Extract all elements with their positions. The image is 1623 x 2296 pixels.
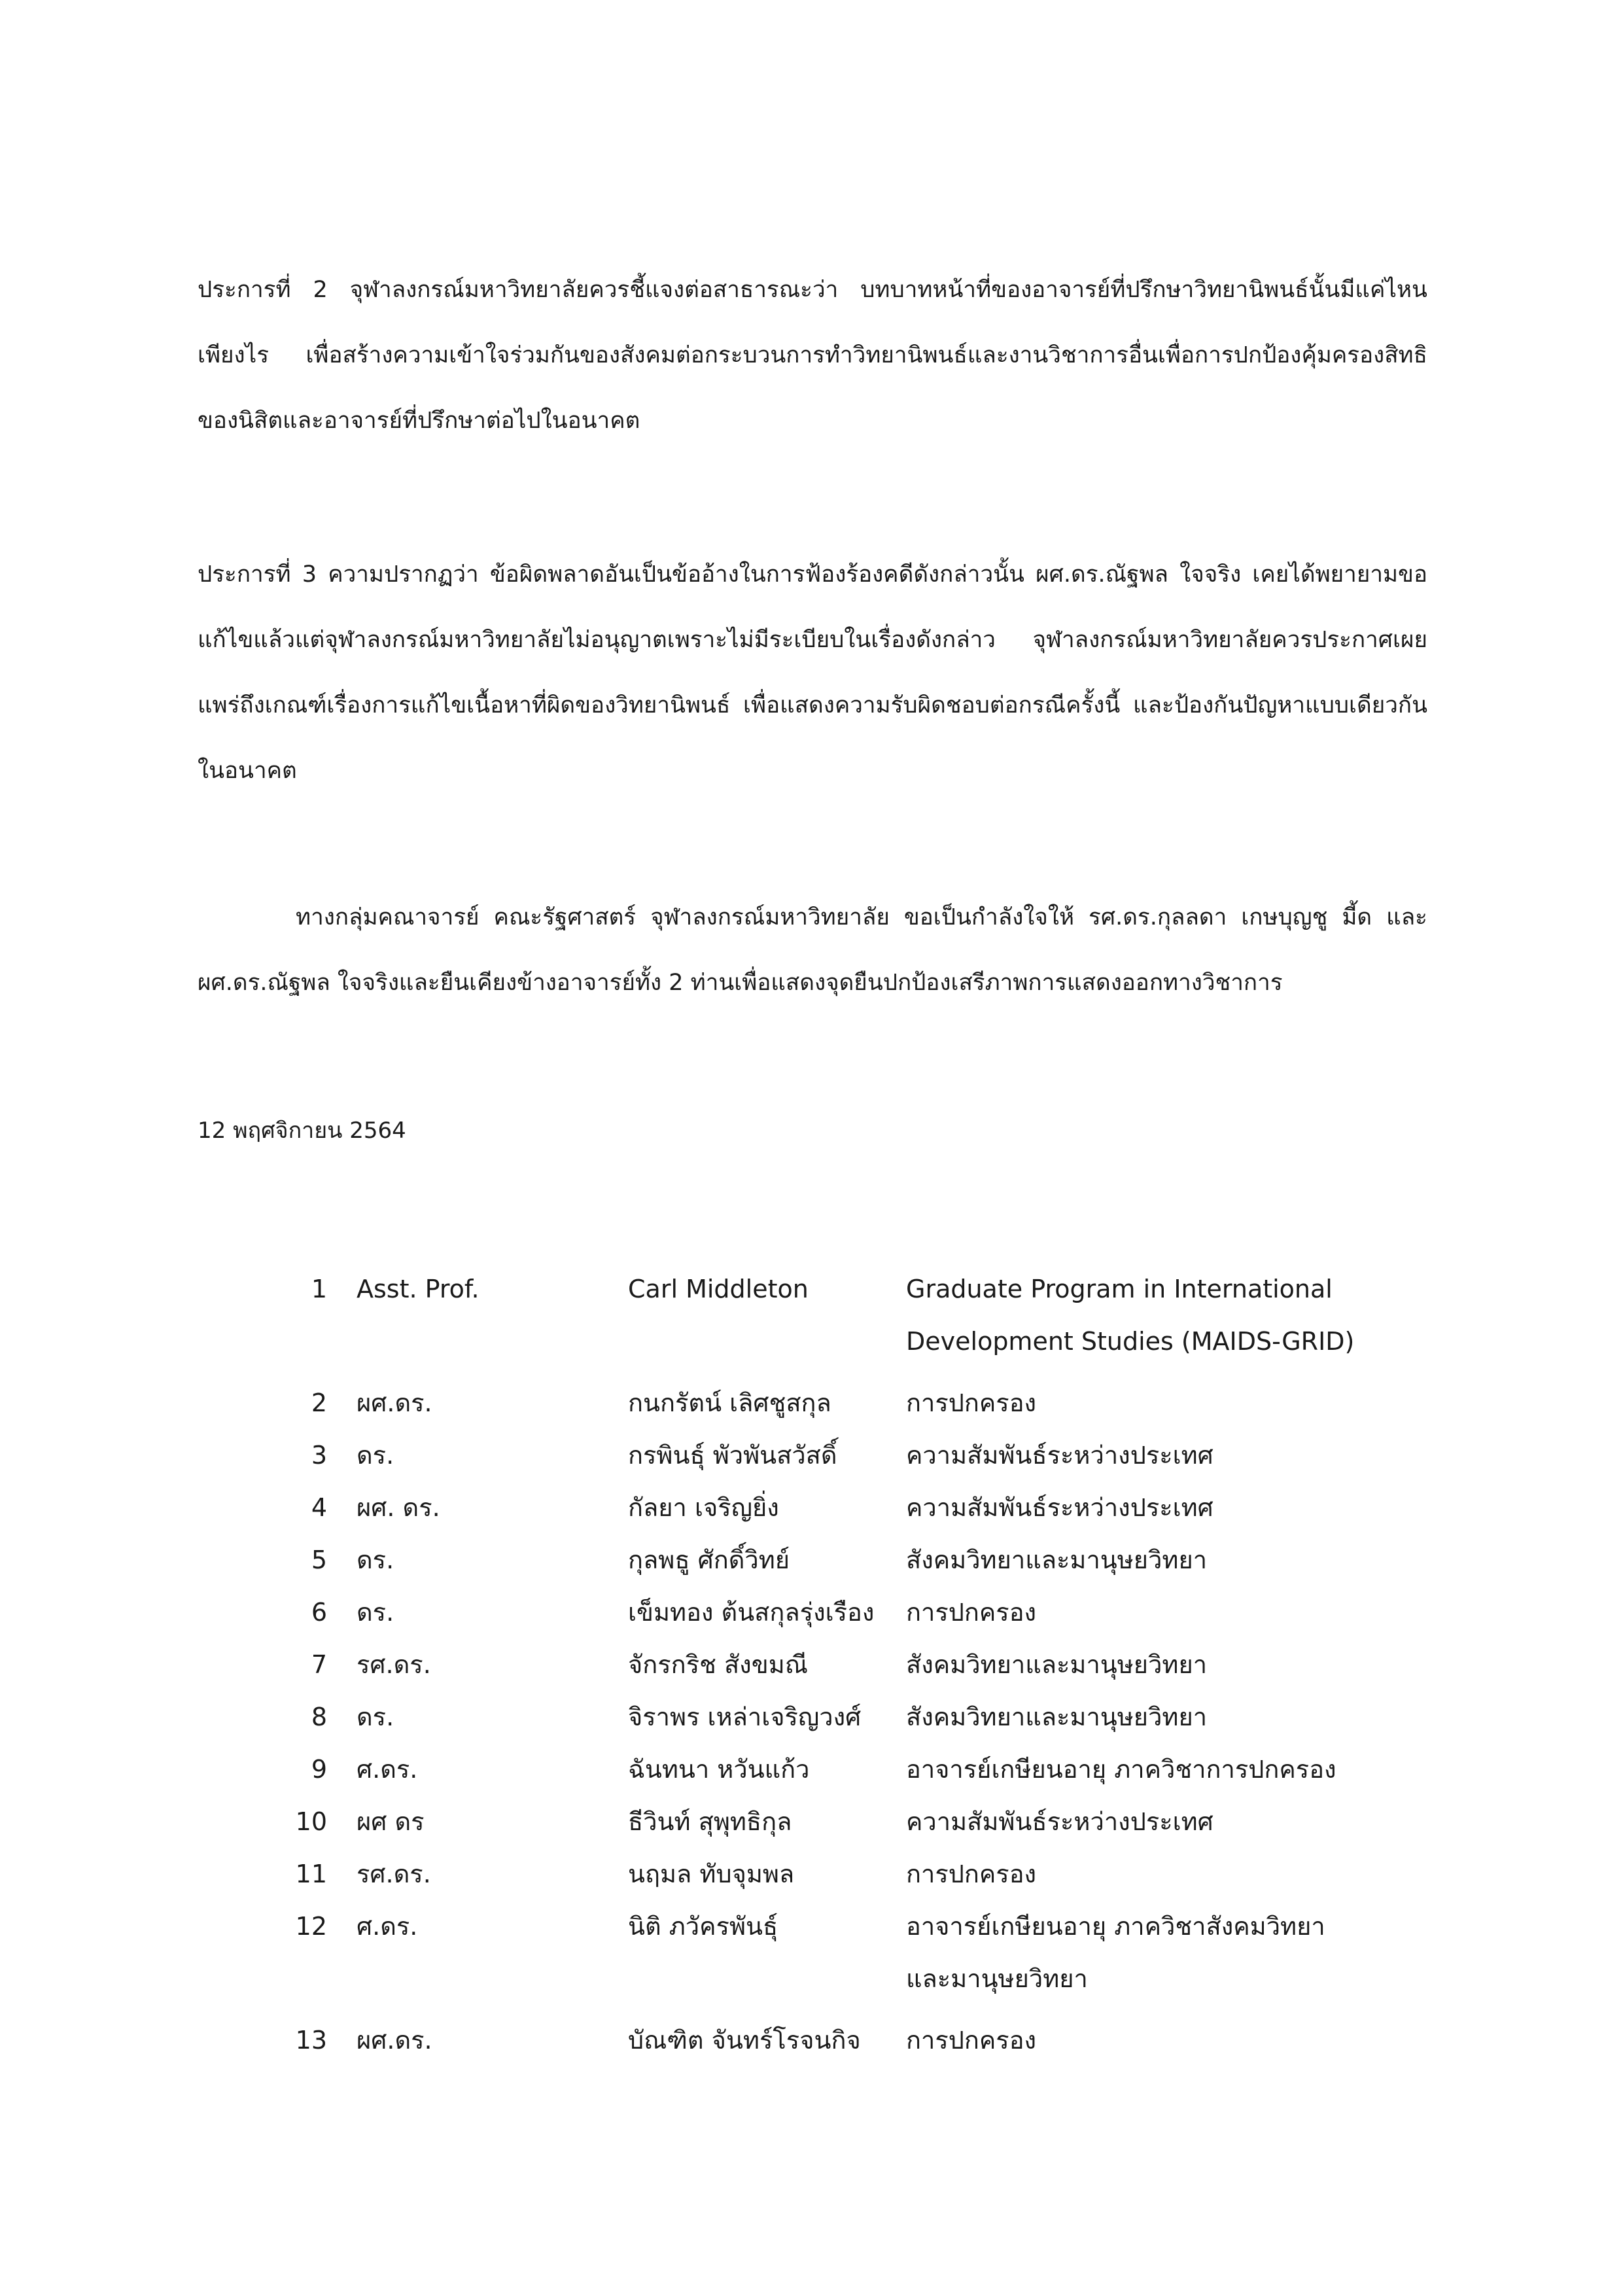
signatory-department-line: การปกครอง (906, 1388, 1037, 1417)
signatory-department (906, 1534, 1207, 1586)
signatory-department-line: การปกครอง (906, 1598, 1037, 1627)
signatory-name: จักรกริช สังขมณี (628, 1650, 808, 1679)
signatory-number: 13 (295, 2026, 327, 2055)
signatory-department (906, 1795, 1213, 1848)
signatory-department-line: สังคมวิทยาและมานุษยวิทยา (906, 1703, 1208, 1731)
signatory-department-line: สังคมวิทยาและมานุษยวิทยา (906, 1650, 1208, 1679)
signatory-name: กัลยา เจริญยิ่ง (628, 1493, 779, 1522)
signatory-title: ดร. (357, 1598, 394, 1627)
signatory-department-line: อาจารย์เกษียนอายุ ภาควิชาการปกครอง (906, 1755, 1336, 1784)
signatory-name: ธีวินท์ สุพุทธิกุล (628, 1807, 792, 1836)
signatory-title: ดร. (357, 1441, 394, 1470)
signatory-number: 11 (295, 1860, 327, 1888)
signatory-number: 6 (311, 1598, 327, 1627)
signatory-department (906, 1848, 1036, 1900)
signatory-name: นิติ ภวัครพันธุ์ (628, 1912, 778, 1941)
signatory-department (906, 1263, 1354, 1368)
signatory-number: 1 (311, 1275, 327, 1303)
signatory-number: 5 (311, 1545, 327, 1574)
signatory-title: ผศ.ดร. (357, 2026, 432, 2055)
signatory-department (906, 1429, 1213, 1481)
paragraph-point-3: ประการที่ 3 ความปรากฏว่า ข้อผิดพลาดอันเป็นข้ออ้างในการฟ้องร้องคดีดังกล่าวนั้น ผศ.ดร.ณัฐพล ใจจริง เคยได้พยายามขอแก้ไขแล้วแต่จุฬาลงกรณ์มหาวิทยาลัยไม่อนุญาตเพราะไม่มีระเบียบในเรื่องดังกล่าว จุฬาลงกรณ์มหาวิทยาลัยควรประกาศเผยแพร่ถึงเกณฑ์เรื่องการแก้ไขเนื้อหาที่ผิดของวิทยานิพนธ์ เพื่อแสดงความรับผิดชอบต่อกรณีครั้งนี้ และป้องกันปัญหาแบบเดียวกันในอนาคต (198, 561, 1427, 784)
signatory-name: เข็มทอง ต้นสกุลรุ่งเรือง (628, 1598, 875, 1627)
signatory-title: รศ.ดร. (357, 1650, 431, 1679)
paragraph-support-statement: ทางกลุ่มคณาจารย์ คณะรัฐศาสตร์ จุฬาลงกรณ์มหาวิทยาลัย ขอเป็นกำลังใจให้ รศ.ดร.กุลลดา เกษบุญชู มี้ด และ ผศ.ดร.ณัฐพล ใจจริงและยืนเคียงข้างอาจารย์ทั้ง 2 ท่านเพื่อแสดงจุดยืนปกป้องเสรีภาพการแสดงออกทางวิชาการ (198, 904, 1427, 996)
signatory-department-line: การปกครอง (906, 2026, 1037, 2055)
signatory-number: 9 (311, 1755, 327, 1784)
signatory-title: ศ.ดร. (357, 1912, 418, 1941)
signatory-department-line: และมานุษยวิทยา (906, 1964, 1088, 1993)
signatory-title: ผศ. ดร. (357, 1493, 440, 1522)
signatory-department (906, 1638, 1207, 1691)
signatory-department (906, 1900, 1325, 2005)
signatory-department-line: การปกครอง (906, 1860, 1037, 1888)
signatory-name: บัณฑิต จันทร์โรจนกิจ (628, 2026, 861, 2055)
signatory-department-line: ความสัมพันธ์ระหว่างประเทศ (906, 1493, 1213, 1522)
signatory-number: 10 (295, 1807, 327, 1836)
signatory-name: จิราพร เหล่าเจริญวงศ์ (628, 1703, 862, 1731)
signatory-department-line: Graduate Program in International (906, 1275, 1333, 1303)
paragraph-point-2: ประการที่ 2 จุฬาลงกรณ์มหาวิทยาลัยควรชี้แจงต่อสาธารณะว่า บทบาทหน้าที่ของอาจารย์ที่ปรึกษาวิทยานิพนธ์นั้นมีแค่ไหน เพียงไร เพื่อสร้างความเข้าใจร่วมกันของสังคมต่อกระบวนการทำวิทยานิพนธ์และงานวิชาการอื่นเพื่อการปกป้องคุ้มครองสิทธิของนิสิตและอาจารย์ที่ปรึกษาต่อไปในอนาคต (198, 277, 1427, 434)
signatory-name: กรพินธุ์ พัวพันสวัสดิ์ (628, 1441, 837, 1470)
signatory-name: Carl Middleton (628, 1275, 809, 1303)
signatory-title: ดร. (357, 1703, 394, 1731)
signatory-number: 2 (311, 1388, 327, 1417)
signatory-number: 12 (295, 1912, 327, 1941)
signatory-department (906, 1377, 1036, 1429)
signatory-department (906, 1691, 1207, 1743)
signatory-title: ดร. (357, 1545, 394, 1574)
document-date: 12 พฤศจิกายน 2564 (198, 1118, 406, 1144)
signatory-number: 4 (311, 1493, 327, 1522)
signatory-name: กุลพธู ศักดิ์วิทย์ (628, 1545, 790, 1574)
signatory-title: ศ.ดร. (357, 1755, 418, 1784)
signatory-department-line: อาจารย์เกษียนอายุ ภาควิชาสังคมวิทยา (906, 1912, 1325, 1941)
signatory-title: รศ.ดร. (357, 1860, 431, 1888)
signatory-name: กนกรัตน์ เลิศชูสกุล (628, 1388, 831, 1417)
signatory-number: 8 (311, 1703, 327, 1731)
signatory-title: Asst. Prof. (357, 1275, 480, 1303)
signatory-name: ฉันทนา หวันแก้ว (628, 1755, 810, 1784)
signatory-department-line: ความสัมพันธ์ระหว่างประเทศ (906, 1807, 1213, 1836)
signatory-department (906, 1481, 1213, 1534)
signatory-department (906, 1586, 1036, 1638)
signatory-title: ผศ.ดร. (357, 1388, 432, 1417)
signatory-department (906, 1743, 1336, 1795)
signatory-title: ผศ ดร (357, 1807, 425, 1836)
signatory-department-line: สังคมวิทยาและมานุษยวิทยา (906, 1545, 1208, 1574)
signatory-number: 7 (311, 1650, 327, 1679)
signatory-name: นฤมล ทับจุมพล (628, 1860, 795, 1888)
signatory-department (906, 2014, 1036, 2066)
signatory-department-line: Development Studies (MAIDS-GRID) (906, 1327, 1355, 1356)
signatory-department-line: ความสัมพันธ์ระหว่างประเทศ (906, 1441, 1213, 1470)
signatory-number: 3 (311, 1441, 327, 1470)
